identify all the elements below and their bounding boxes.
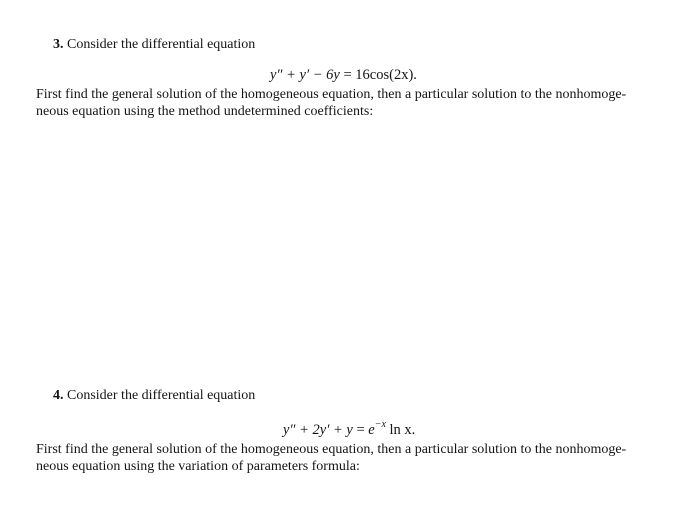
problem-3-number: 3. (53, 37, 64, 52)
problem-4-equation-rhs-tail: ln x. (389, 422, 416, 438)
problem-3-heading-text: Consider the differential equation (67, 37, 256, 52)
problem-3-heading (53, 37, 255, 53)
problem-3-equation-rhs: 16cos(2x). (355, 67, 417, 83)
equals-sign: = (356, 422, 365, 438)
problem-3-instructions-line-1: First find the general solution of the homogeneous equation, then a particular solution to the nonhomoge- (36, 87, 627, 102)
problem-4-instructions-line-1: First find the general solution of the homogeneous equation, then a particular solution to the nonhomoge- (36, 442, 627, 457)
problem-3-instructions (36, 86, 672, 120)
problem-4-equation (283, 419, 416, 438)
problem-4-instructions-line-2: neous equation using the variation of parameters formula: (36, 459, 360, 474)
problem-4-number: 4. (53, 388, 64, 403)
problem-3-equation-lhs: y″ + y′ − 6y (270, 67, 340, 83)
problem-3-instructions-line-2: neous equation using the method undetermined coefficients: (36, 104, 374, 119)
problem-4-equation-lhs: y″ + 2y′ + y (283, 422, 353, 438)
problem-3-equation (270, 67, 417, 83)
problem-4-equation-rhs-exponent: −x (374, 419, 386, 431)
problem-4-instructions (36, 441, 672, 475)
problem-4-heading-text: Consider the differential equation (67, 388, 256, 403)
problem-4-heading (53, 388, 255, 404)
problem-4-equation-rhs-base: e (368, 422, 375, 438)
equals-sign: = (343, 67, 352, 83)
